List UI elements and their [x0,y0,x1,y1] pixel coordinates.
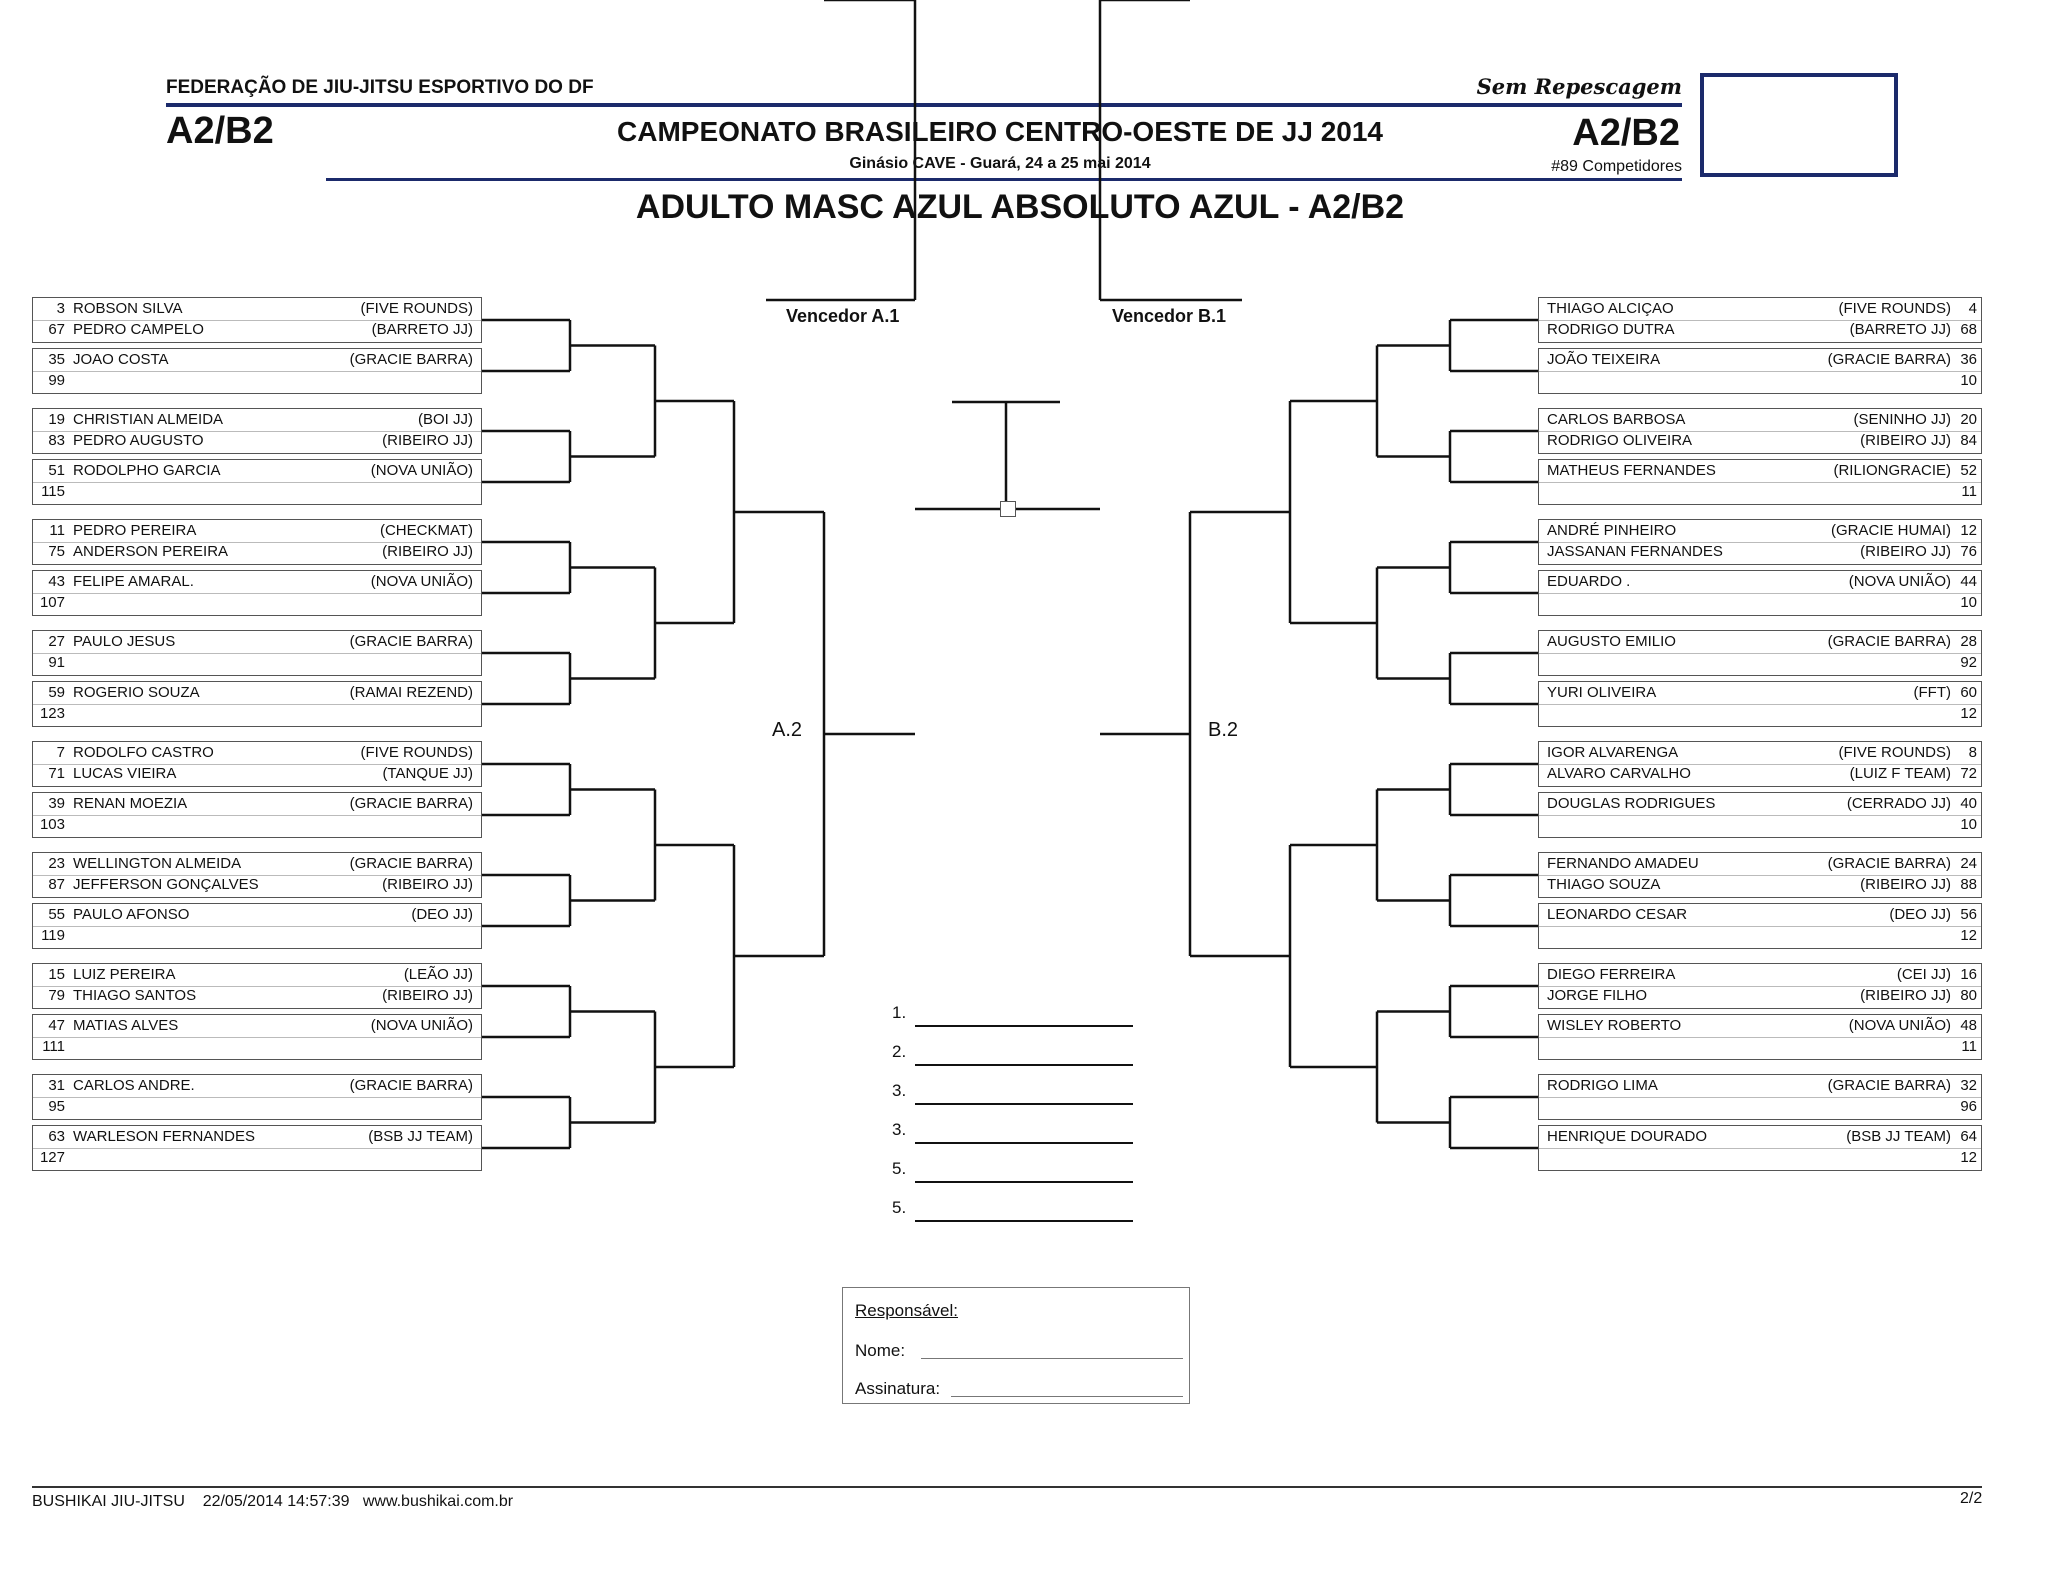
seed-number: 10 [1960,372,1977,389]
competitor-team: (RIBEIRO JJ) [382,543,473,560]
placement-label: 3. [892,1081,907,1100]
competitor-name: FERNANDO AMADEU [1547,855,1699,872]
competitor-line [1539,1148,1981,1168]
seed-number: 23 [48,855,65,872]
placement-line[interactable] [915,1025,1133,1027]
competitor-box [1538,1125,1982,1171]
seed-number: 71 [48,765,65,782]
competitor-name: ROGERIO SOUZA [73,684,200,701]
federation-name: FEDERAÇÃO DE JIU-JITSU ESPORTIVO DO DF [166,77,594,98]
competitor-box [1538,681,1982,727]
seed-number: 127 [39,1149,65,1166]
competitor-line [33,1127,481,1147]
seed-number: 32 [1960,1077,1977,1094]
competitor-name: ALVARO CARVALHO [1547,765,1691,782]
seed-number: 11 [1961,1038,1977,1055]
competitor-name: JASSANAN FERNANDES [1547,543,1723,560]
seed-number: 51 [48,462,65,479]
competitor-box [1538,297,1982,343]
b2-label: B.2 [1208,719,1239,741]
seed-number: 60 [1960,684,1977,701]
seed-number: 44 [1960,573,1977,590]
competitor-line [33,764,481,784]
competitor-line [33,521,481,541]
seed-number: 12 [1960,927,1977,944]
competitor-name: RODRIGO DUTRA [1547,321,1675,338]
seed-number: 4 [1968,300,1977,317]
competitor-box [32,903,482,949]
competitor-team: (GRACIE HUMAI) [1831,522,1951,539]
competitor-line [33,1016,481,1036]
seed-number: 72 [1960,765,1977,782]
competitor-line [1539,410,1981,430]
seed-number: 67 [48,321,65,338]
competitor-name: DIEGO FERREIRA [1547,966,1676,983]
signature-field[interactable] [951,1396,1183,1397]
competitor-line [33,572,481,592]
competitor-team: (RIBEIRO JJ) [1860,432,1951,449]
competitor-line [33,1148,481,1168]
seed-number: 31 [48,1077,65,1094]
competitor-name: ANDRÉ PINHEIRO [1547,522,1677,539]
seed-number: 59 [48,684,65,701]
competitor-team: (NOVA UNIÃO) [370,1017,473,1034]
competitor-box [32,408,482,454]
seed-number: 15 [48,966,65,983]
competitor-team: (FFT) [1913,684,1951,701]
competitor-team: (GRACIE BARRA) [1827,351,1951,368]
competitor-name: HENRIQUE DOURADO [1547,1128,1708,1145]
competitor-line [1539,815,1981,835]
competitor-box [32,1014,482,1060]
placement-label: 1. [892,1003,907,1022]
competitor-line [1539,482,1981,502]
bracket-code-left: A2/B2 [166,110,274,152]
competitor-team: (RILIONGRACIE) [1833,462,1951,479]
competitor-line [33,965,481,985]
competitor-team: (CEI JJ) [1896,966,1951,983]
competitor-name: LEONARDO CESAR [1547,906,1688,923]
placement-label: 2. [892,1042,907,1061]
seed-number: 84 [1960,432,1977,449]
competitor-name: WELLINGTON ALMEIDA [73,855,242,872]
competitor-name: CARLOS BARBOSA [1547,411,1686,428]
seed-number: 35 [48,351,65,368]
competitor-box [32,630,482,676]
competitor-line [1539,986,1981,1006]
competitor-line [33,410,481,430]
competitor-line [33,542,481,562]
seed-number: 115 [41,483,65,500]
competitor-team: (BSB JJ TEAM) [368,1128,473,1145]
competitor-line [33,854,481,874]
winner-a1-label: Vencedor A.1 [786,306,900,326]
seed-number: 96 [1960,1098,1977,1115]
seed-number: 88 [1960,876,1977,893]
competitor-team: (SENINHO JJ) [1853,411,1951,428]
competitor-line [1539,542,1981,562]
seed-number: 119 [41,927,65,944]
seed-number: 27 [48,633,65,650]
competitor-name: IGOR ALVARENGA [1547,744,1679,761]
seed-number: 75 [48,543,65,560]
competitor-count: #89 Competidores [1551,158,1682,175]
competitor-line [1539,743,1981,763]
competitor-line [1539,1127,1981,1147]
competitor-line [1539,572,1981,592]
competitor-box [1538,630,1982,676]
seed-number: 48 [1960,1017,1977,1034]
competitor-team: (BARRETO JJ) [371,321,473,338]
seed-number: 7 [56,744,65,761]
competitor-box [1538,792,1982,838]
competitor-line [1539,461,1981,481]
competitor-team: (RIBEIRO JJ) [1860,876,1951,893]
competitor-line [1539,1016,1981,1036]
competitor-box [32,681,482,727]
seed-number: 64 [1960,1128,1977,1145]
competitor-line [33,743,481,763]
seed-number: 63 [48,1128,65,1145]
competitor-box [1538,459,1982,505]
seed-number: 87 [48,876,65,893]
competitor-line [33,1037,481,1057]
winner-b1-label: Vencedor B.1 [1112,306,1227,326]
competitor-line [1539,371,1981,391]
event-title: CAMPEONATO BRASILEIRO CENTRO-OESTE DE JJ 2014 [617,116,1383,147]
competitor-line [33,371,481,391]
competitor-team: (NOVA UNIÃO) [370,573,473,590]
repechage-label: Sem Repescagem [1476,74,1682,99]
competitor-name: FELIPE AMARAL. [73,573,194,590]
competitor-name: THIAGO SOUZA [1547,876,1661,893]
competitor-box [32,1074,482,1120]
footer-text: BUSHIKAI JIU-JITSU 22/05/2014 14:57:39 www.bushikai.com.br [32,1493,514,1510]
competitor-name: RODOLFO CASTRO [73,744,214,761]
seed-number: 92 [1960,654,1977,671]
competitor-line [1539,704,1981,724]
placement-line[interactable] [915,1103,1133,1105]
competitor-line [33,986,481,1006]
placement-label: 3. [892,1120,907,1139]
competitor-name: THIAGO SANTOS [73,987,197,1004]
competitor-box [1538,741,1982,787]
competitor-line [1539,1097,1981,1117]
competitor-line [33,482,481,502]
competitor-line [1539,875,1981,895]
competitor-line [1539,905,1981,925]
competitor-line [1539,299,1981,319]
competitor-team: (RIBEIRO JJ) [1860,987,1951,1004]
competitor-line [33,1097,481,1117]
seed-number: 16 [1960,966,1977,983]
competitor-name: EDUARDO . [1547,573,1631,590]
competitor-team: (FIVE ROUNDS) [1838,744,1951,761]
competitor-line [1539,320,1981,340]
competitor-line [33,299,481,319]
seed-number: 40 [1960,795,1977,812]
seed-number: 52 [1960,462,1977,479]
competitor-box [1538,348,1982,394]
competitor-team: (GRACIE BARRA) [349,855,473,872]
seed-number: 95 [48,1098,65,1115]
competitor-box [32,852,482,898]
competitor-box [32,570,482,616]
competitor-team: (TANQUE JJ) [382,765,473,782]
competitor-line [33,632,481,652]
seed-number: 103 [39,816,65,833]
competitor-box [1538,408,1982,454]
competitor-box [32,297,482,343]
competitor-name: JEFFERSON GONÇALVES [73,876,259,893]
competitor-team: (GRACIE BARRA) [349,1077,473,1094]
competitor-team: (NOVA UNIÃO) [370,462,473,479]
competitor-box [32,459,482,505]
competitor-name: MATIAS ALVES [73,1017,179,1034]
competitor-line [1539,350,1981,370]
competitor-name: RENAN MOEZIA [73,795,188,812]
competitor-line [33,926,481,946]
competitor-team: (FIVE ROUNDS) [360,744,473,761]
seed-number: 19 [48,411,65,428]
seed-number: 80 [1960,987,1977,1004]
competitor-name: CHRISTIAN ALMEIDA [73,411,224,428]
seed-number: 28 [1960,633,1977,650]
seed-number: 11 [1961,483,1977,500]
seed-number: 43 [48,573,65,590]
competitor-team: (LEÃO JJ) [403,966,473,983]
placement-line[interactable] [915,1064,1133,1066]
seed-number: 12 [1960,522,1977,539]
competitor-name: YURI OLIVEIRA [1547,684,1657,701]
seed-number: 91 [48,654,65,671]
competitor-team: (RIBEIRO JJ) [1860,543,1951,560]
competitor-team: (NOVA UNIÃO) [1848,573,1951,590]
competitor-line [1539,632,1981,652]
placement-line[interactable] [915,1220,1133,1222]
seed-number: 8 [1968,744,1977,761]
seed-number: 107 [39,594,65,611]
event-subtitle: Ginásio CAVE - Guará, 24 a 25 mai 2014 [849,155,1151,172]
competitor-team: (BOI JJ) [418,411,473,428]
competitor-line [33,875,481,895]
competitor-team: (DEO JJ) [411,906,473,923]
competitor-name: THIAGO ALCIÇAO [1547,300,1674,317]
final-checkbox[interactable] [1000,501,1016,517]
competitor-name: LUIZ PEREIRA [73,966,176,983]
responsible-title: Responsável: [855,1301,959,1320]
category-title: ADULTO MASC AZUL ABSOLUTO AZUL - A2/B2 [635,188,1405,226]
competitor-line [33,431,481,451]
competitor-name: JORGE FILHO [1547,987,1648,1004]
competitor-name: DOUGLAS RODRIGUES [1547,795,1716,812]
placement-label: 5. [892,1159,907,1178]
competitor-line [1539,1076,1981,1096]
placement-line[interactable] [915,1142,1133,1144]
competitor-line [33,704,481,724]
competitor-name: PAULO JESUS [73,633,176,650]
competitor-name: WARLESON FERNANDES [73,1128,255,1145]
competitor-line [1539,1037,1981,1057]
competitor-line [33,905,481,925]
competitor-line [33,593,481,613]
competitor-line [33,683,481,703]
competitor-team: (NOVA UNIÃO) [1848,1017,1951,1034]
competitor-line [1539,854,1981,874]
seed-number: 24 [1960,855,1977,872]
competitor-name: RODRIGO LIMA [1547,1077,1658,1094]
seed-number: 10 [1960,594,1977,611]
competitor-name: MATHEUS FERNANDES [1547,462,1716,479]
seed-number: 39 [48,795,65,812]
bracket-code-right: A2/B2 [1572,112,1680,154]
competitor-team: (CERRADO JJ) [1846,795,1951,812]
competitor-team: (BSB JJ TEAM) [1846,1128,1951,1145]
competitor-line [33,350,481,370]
competitor-line [1539,593,1981,613]
competitor-name: CARLOS ANDRE. [73,1077,195,1094]
competitor-name: PEDRO CAMPELO [73,321,204,338]
competitor-team: (GRACIE BARRA) [1827,1077,1951,1094]
competitor-name: AUGUSTO EMILIO [1547,633,1676,650]
placement-line[interactable] [915,1181,1133,1183]
competitor-name: LUCAS VIEIRA [73,765,177,782]
competitor-team: (GRACIE BARRA) [349,351,473,368]
competitor-box [32,741,482,787]
seed-number: 99 [48,372,65,389]
seed-number: 111 [42,1038,65,1055]
placement-label: 5. [892,1198,907,1217]
competitor-box [32,963,482,1009]
competitor-box [1538,963,1982,1009]
a2-label: A.2 [772,719,803,741]
competitor-name: PEDRO PEREIRA [73,522,197,539]
competitor-team: (RIBEIRO JJ) [382,876,473,893]
competitor-team: (GRACIE BARRA) [1827,633,1951,650]
seed-number: 79 [48,987,65,1004]
seed-number: 68 [1960,321,1977,338]
competitor-team: (RIBEIRO JJ) [382,987,473,1004]
competitor-line [1539,683,1981,703]
competitor-box [1538,519,1982,565]
seed-number: 83 [48,432,65,449]
competitor-line [1539,926,1981,946]
competitor-team: (RAMAI REZEND) [349,684,473,701]
competitor-box [1538,570,1982,616]
competitor-name: WISLEY ROBERTO [1547,1017,1682,1034]
competitor-team: (GRACIE BARRA) [1827,855,1951,872]
competitor-box [1538,1074,1982,1120]
competitor-box [1538,852,1982,898]
seed-number: 11 [49,522,65,539]
competitor-line [33,653,481,673]
seed-number: 20 [1960,411,1977,428]
competitor-name: ANDERSON PEREIRA [73,543,229,560]
competitor-line [33,461,481,481]
seed-number: 12 [1960,1149,1977,1166]
seed-number: 76 [1960,543,1977,560]
competitor-line [1539,764,1981,784]
competitor-line [33,794,481,814]
competitor-line [33,1076,481,1096]
competitor-name: ROBSON SILVA [73,300,183,317]
competitor-box [32,348,482,394]
competitor-name: RODRIGO OLIVEIRA [1547,432,1693,449]
competitor-team: (DEO JJ) [1889,906,1951,923]
competitor-team: (LUIZ F TEAM) [1849,765,1951,782]
competitor-name: RODOLPHO GARCIA [73,462,221,479]
competitor-team: (FIVE ROUNDS) [1838,300,1951,317]
competitor-team: (RIBEIRO JJ) [382,432,473,449]
competitor-team: (CHECKMAT) [379,522,473,539]
competitor-line [33,815,481,835]
competitor-line [1539,653,1981,673]
competitor-line [1539,965,1981,985]
page-number: 2/2 [1960,1490,1983,1507]
competitor-team: (GRACIE BARRA) [349,633,473,650]
competitor-box [32,519,482,565]
competitor-team: (BARRETO JJ) [1849,321,1951,338]
seed-number: 3 [56,300,65,317]
signature-label: Assinatura: [855,1379,941,1398]
competitor-name: PEDRO AUGUSTO [73,432,204,449]
seed-number: 55 [48,906,65,923]
competitor-line [1539,794,1981,814]
competitor-line [1539,521,1981,541]
competitor-name: JOÃO TEIXEIRA [1547,351,1661,368]
seed-number: 36 [1960,351,1977,368]
seed-number: 12 [1960,705,1977,722]
responsible-box [842,1287,1190,1404]
competitor-line [1539,431,1981,451]
competitor-line [33,320,481,340]
competitor-box [32,792,482,838]
seed-number: 123 [39,705,65,722]
competitor-box [1538,903,1982,949]
competitor-team: (GRACIE BARRA) [349,795,473,812]
seed-number: 47 [48,1017,65,1034]
name-label: Nome: [855,1341,906,1360]
competitor-name: PAULO AFONSO [73,906,190,923]
footer-rule [32,1486,1982,1488]
name-field[interactable] [921,1358,1183,1359]
competitor-box [1538,1014,1982,1060]
seed-number: 56 [1960,906,1977,923]
competitor-box [32,1125,482,1171]
competitor-name: JOAO COSTA [73,351,169,368]
competitor-team: (FIVE ROUNDS) [360,300,473,317]
seed-number: 10 [1960,816,1977,833]
